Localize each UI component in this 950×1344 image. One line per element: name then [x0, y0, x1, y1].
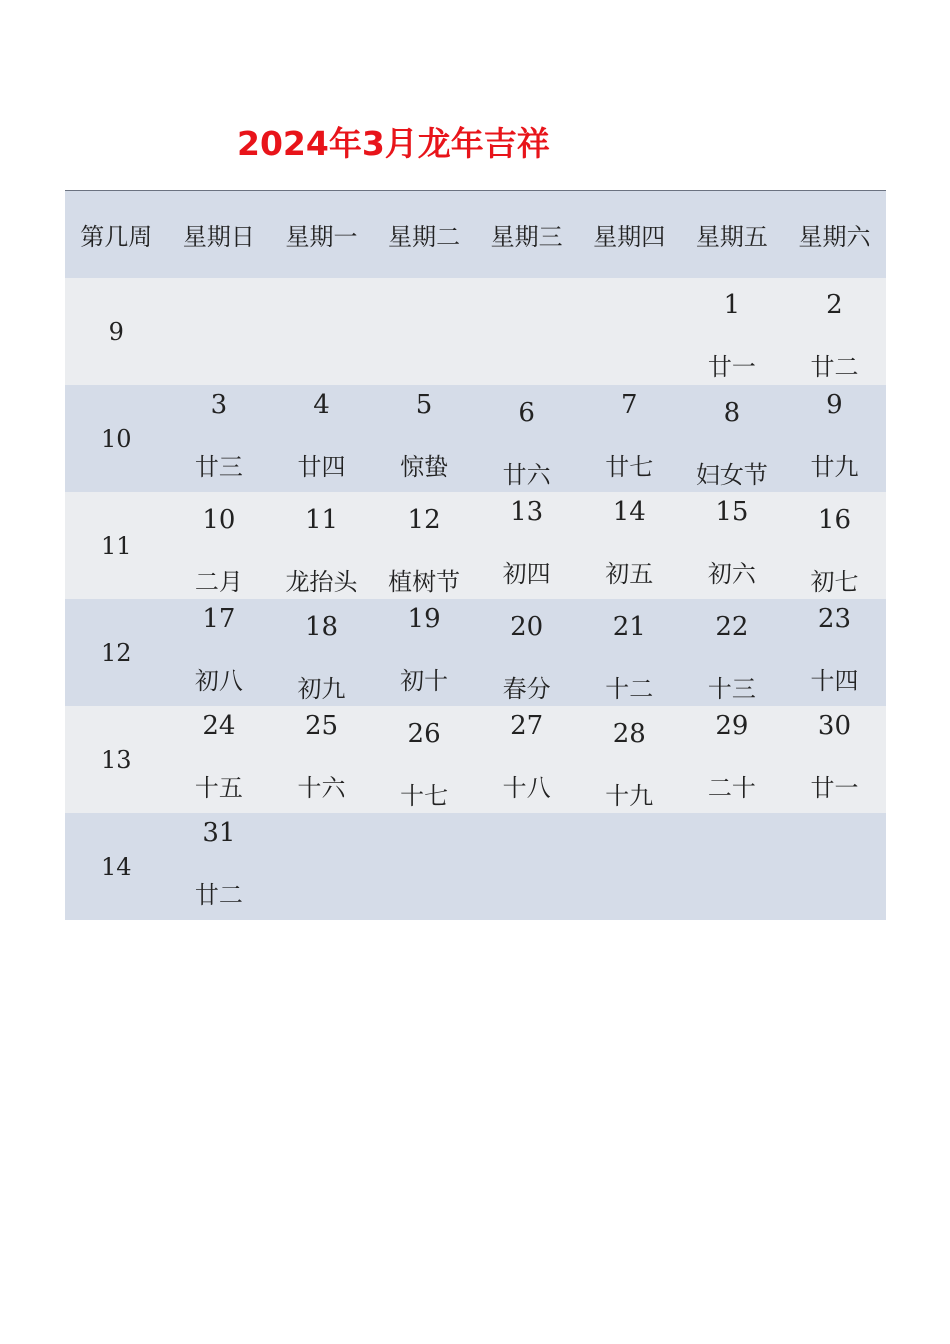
lunar-date: 廿三 [194, 453, 243, 481]
lunar-date: 廿二 [194, 881, 243, 909]
lunar-date: 植树节 [388, 568, 461, 596]
day-cell [681, 385, 784, 492]
lunar-date: 妇女节 [695, 461, 768, 489]
day-cell [270, 385, 373, 492]
week-row [65, 813, 886, 920]
day-cell [681, 706, 784, 813]
day-cell [681, 599, 784, 706]
header-saturday: 星期六 [798, 223, 871, 251]
day-number: 8 [723, 398, 741, 428]
day-cell [270, 492, 373, 599]
week-row [65, 492, 886, 599]
day-cell [475, 706, 578, 813]
lunar-date: 初七 [810, 568, 859, 596]
lunar-date: 龙抬头 [285, 568, 358, 596]
day-number: 16 [817, 505, 851, 535]
day-number: 4 [313, 390, 330, 420]
header-friday: 星期五 [695, 223, 768, 251]
calendar-title: 2024年3月龙年吉祥 [237, 124, 550, 163]
header-tuesday: 星期二 [388, 223, 461, 251]
day-number: 22 [715, 612, 749, 642]
header-sunday: 星期日 [182, 223, 255, 251]
day-cell [681, 813, 784, 920]
day-cell [475, 813, 578, 920]
day-cell [783, 706, 886, 813]
lunar-date: 十六 [297, 774, 346, 802]
day-number: 5 [415, 390, 433, 420]
day-number: 31 [202, 818, 236, 848]
day-number: 13 [510, 497, 544, 527]
day-number: 12 [407, 505, 441, 535]
lunar-date: 廿九 [810, 453, 859, 481]
day-cell [270, 278, 373, 385]
day-cell [578, 706, 681, 813]
lunar-date: 惊蛰 [400, 453, 449, 481]
lunar-date: 十四 [810, 667, 859, 695]
day-cell [578, 599, 681, 706]
week-number: 12 [101, 638, 132, 667]
week-row [65, 706, 886, 813]
day-cell [681, 492, 784, 599]
day-number: 23 [817, 604, 851, 634]
lunar-date: 初十 [400, 667, 449, 695]
lunar-date: 廿四 [297, 453, 346, 481]
day-cell [475, 492, 578, 599]
day-cell [578, 385, 681, 492]
day-cell [578, 278, 681, 385]
day-cell [475, 278, 578, 385]
week-row [65, 599, 886, 706]
day-number: 17 [202, 604, 236, 634]
day-cell [373, 599, 476, 706]
lunar-date: 廿七 [605, 453, 654, 481]
day-number: 30 [817, 711, 851, 741]
header-thursday: 星期四 [593, 223, 666, 251]
day-number: 10 [202, 505, 236, 535]
lunar-date: 十五 [194, 774, 243, 802]
week-rows [65, 278, 886, 920]
day-cell [270, 706, 373, 813]
day-number: 25 [304, 711, 339, 741]
header-monday: 星期一 [285, 223, 358, 251]
week-number: 11 [101, 531, 132, 560]
lunar-date: 初九 [297, 675, 346, 703]
day-cell [475, 599, 578, 706]
lunar-date: 廿一 [810, 774, 859, 802]
day-cell [168, 385, 271, 492]
day-number: 21 [612, 612, 646, 642]
week-number: 14 [101, 852, 132, 881]
day-cell [373, 385, 476, 492]
week-number: 13 [101, 745, 132, 774]
day-cell [578, 492, 681, 599]
day-cell [373, 706, 476, 813]
calendar-table [65, 190, 886, 920]
day-cell [168, 278, 271, 385]
lunar-date: 十九 [605, 782, 654, 810]
day-number: 14 [612, 497, 646, 527]
day-cell [373, 278, 476, 385]
day-cell [783, 599, 886, 706]
day-number: 18 [304, 612, 339, 642]
day-number: 11 [304, 505, 339, 535]
lunar-date: 廿六 [502, 461, 551, 489]
day-cell [373, 813, 476, 920]
lunar-date: 十七 [400, 782, 449, 810]
lunar-date: 春分 [502, 675, 551, 703]
day-cell [168, 813, 271, 920]
lunar-date: 二月 [194, 568, 243, 596]
day-number: 6 [518, 398, 535, 428]
lunar-date: 初五 [605, 560, 654, 588]
day-number: 20 [510, 612, 544, 642]
day-cell [168, 599, 271, 706]
header-wednesday: 星期三 [490, 223, 563, 251]
week-number: 9 [108, 317, 124, 346]
day-cell [578, 813, 681, 920]
day-number: 15 [715, 497, 749, 527]
week-number: 10 [101, 424, 132, 453]
day-cell [168, 706, 271, 813]
day-number: 29 [715, 711, 749, 741]
day-number: 26 [407, 719, 441, 749]
day-number: 9 [826, 390, 843, 420]
day-cell [270, 813, 373, 920]
day-cell [270, 599, 373, 706]
lunar-date: 廿二 [810, 353, 859, 381]
day-cell [783, 813, 886, 920]
day-number: 24 [202, 711, 236, 741]
lunar-date: 初六 [707, 560, 756, 588]
day-cell [783, 278, 886, 385]
day-cell [373, 492, 476, 599]
day-number: 2 [826, 290, 843, 320]
lunar-date: 廿一 [707, 353, 756, 381]
day-number: 1 [723, 290, 741, 320]
lunar-date: 十二 [605, 675, 654, 703]
day-cell [475, 385, 578, 492]
week-row [65, 278, 886, 385]
week-row [65, 385, 886, 492]
day-cell [168, 492, 271, 599]
header-week: 第几周 [80, 223, 153, 251]
day-number: 19 [407, 604, 441, 634]
day-cell [681, 278, 784, 385]
day-cell [783, 385, 886, 492]
day-cell [783, 492, 886, 599]
lunar-date: 十三 [707, 675, 756, 703]
lunar-date: 初八 [194, 667, 243, 695]
lunar-date: 二十 [707, 774, 756, 802]
day-number: 7 [620, 390, 638, 420]
day-number: 3 [210, 390, 228, 420]
lunar-date: 十八 [502, 774, 551, 802]
header-row [65, 191, 886, 278]
day-number: 28 [612, 719, 646, 749]
day-number: 27 [510, 711, 544, 741]
lunar-date: 初四 [502, 560, 551, 588]
